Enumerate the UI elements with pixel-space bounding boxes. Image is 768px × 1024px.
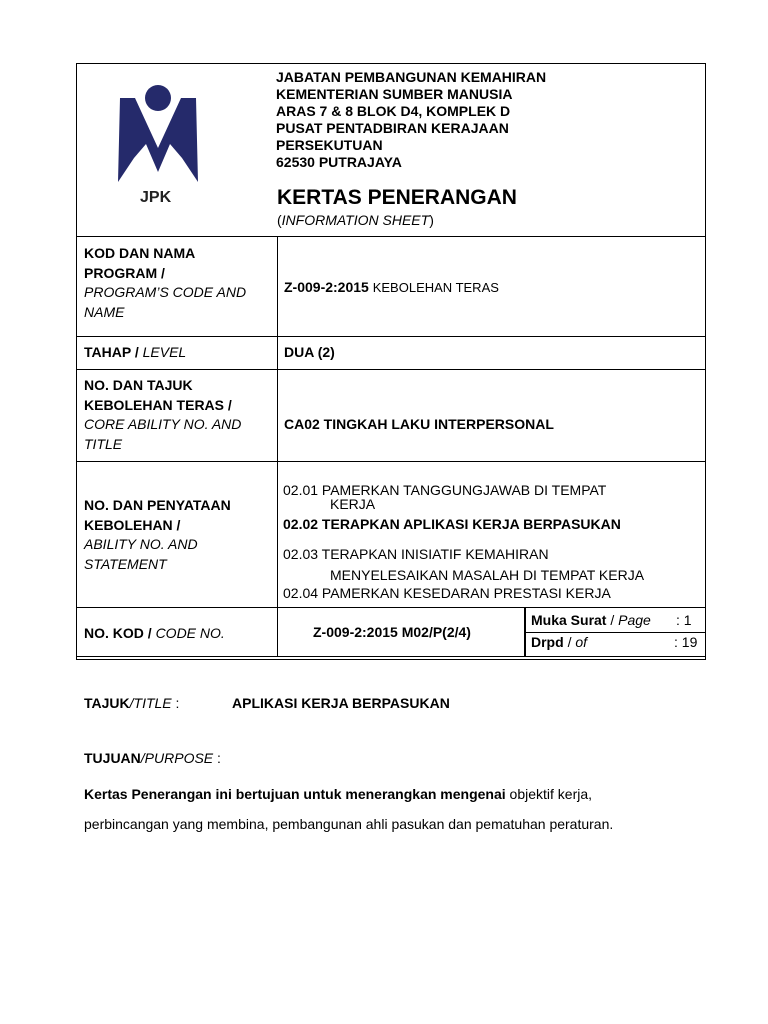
page-total-label: Drpd / of — [531, 634, 588, 650]
program-label: KOD DAN NAMA PROGRAM / PROGRAM’S CODE AND NAME — [84, 245, 247, 320]
code-label: NO. KOD / CODE NO. — [84, 625, 225, 641]
table-divider — [524, 607, 526, 656]
title-value: APLIKASI KERJA BERPASUKAN — [232, 695, 450, 711]
ability-item: 02.01 PAMERKAN TANGGUNGJAWAB DI TEMPAT — [283, 482, 607, 498]
table-rule — [76, 236, 706, 237]
address-line: PERSEKUTUAN — [276, 137, 383, 153]
page-number-value: : 1 — [676, 612, 692, 628]
ability-item: 02.03 TERAPKAN INISIATIF KEMAHIRAN — [283, 546, 549, 562]
program-value: Z-009-2:2015 KEBOLEHAN TERAS — [284, 279, 499, 295]
level-label: TAHAP / LEVEL — [84, 344, 187, 360]
purpose-paragraph: Kertas Penerangan ini bertujuan untuk menerangkan mengenai objektif kerja, — [84, 786, 593, 802]
ability-label: NO. DAN PENYATAAN KEBOLEHAN / ABILITY NO. AND STATEMENT — [84, 497, 231, 572]
table-rule — [76, 461, 706, 462]
address-block — [276, 69, 546, 171]
table-rule — [76, 607, 706, 608]
core-ability-label: NO. DAN TAJUK KEBOLEHAN TERAS / CORE ABILITY NO. AND TITLE — [84, 377, 242, 452]
jpk-logo — [112, 82, 204, 212]
ability-item-current: 02.02 TERAPKAN APLIKASI KERJA BERPASUKAN — [283, 516, 621, 532]
purpose-paragraph-line: perbincangan yang membina, pembangunan ahli pasukan dan pematuhan peraturan. — [84, 816, 614, 832]
ability-item-cont: MENYELESAIKAN MASALAH DI TEMPAT KERJA — [330, 567, 645, 583]
core-ability-value: CA02 TINGKAH LAKU INTERPERSONAL — [284, 416, 554, 432]
logo-text: JPK — [140, 189, 172, 206]
address-line: JABATAN PEMBANGUNAN KEMAHIRAN — [276, 69, 547, 85]
page-total-value: : 19 — [674, 634, 698, 650]
level-value: DUA (2) — [284, 344, 335, 360]
ability-item-cont: KERJA — [330, 496, 376, 512]
ability-item: 02.04 PAMERKAN KESEDARAN PRESTASI KERJA — [283, 585, 611, 601]
page-number-label: Muka Surat / Page — [531, 612, 651, 628]
address-line: KEMENTERIAN SUMBER MANUSIA — [276, 86, 513, 102]
table-divider — [277, 236, 278, 656]
document-subtitle: (INFORMATION SHEET) — [277, 212, 434, 228]
table-rule — [76, 336, 706, 337]
code-value: Z-009-2:2015 M02/P(2/4) — [313, 624, 471, 640]
title-line: TAJUK/TITLE : — [84, 695, 180, 711]
table-rule — [76, 369, 706, 370]
address-line: PUSAT PENTADBIRAN KERAJAAN — [276, 120, 509, 136]
table-rule — [525, 632, 706, 633]
table-border-bottom — [76, 659, 706, 660]
table-border-right — [705, 63, 706, 660]
address-line: 62530 PUTRAJAYA — [276, 154, 402, 170]
purpose-heading: TUJUAN/PURPOSE : — [84, 750, 221, 766]
table-border-top — [76, 63, 706, 64]
document-title: KERTAS PENERANGAN — [277, 186, 517, 209]
address-line: ARAS 7 & 8 BLOK D4, KOMPLEK D — [276, 103, 511, 119]
table-border-left — [76, 63, 77, 660]
table-border-bottom — [76, 656, 706, 657]
